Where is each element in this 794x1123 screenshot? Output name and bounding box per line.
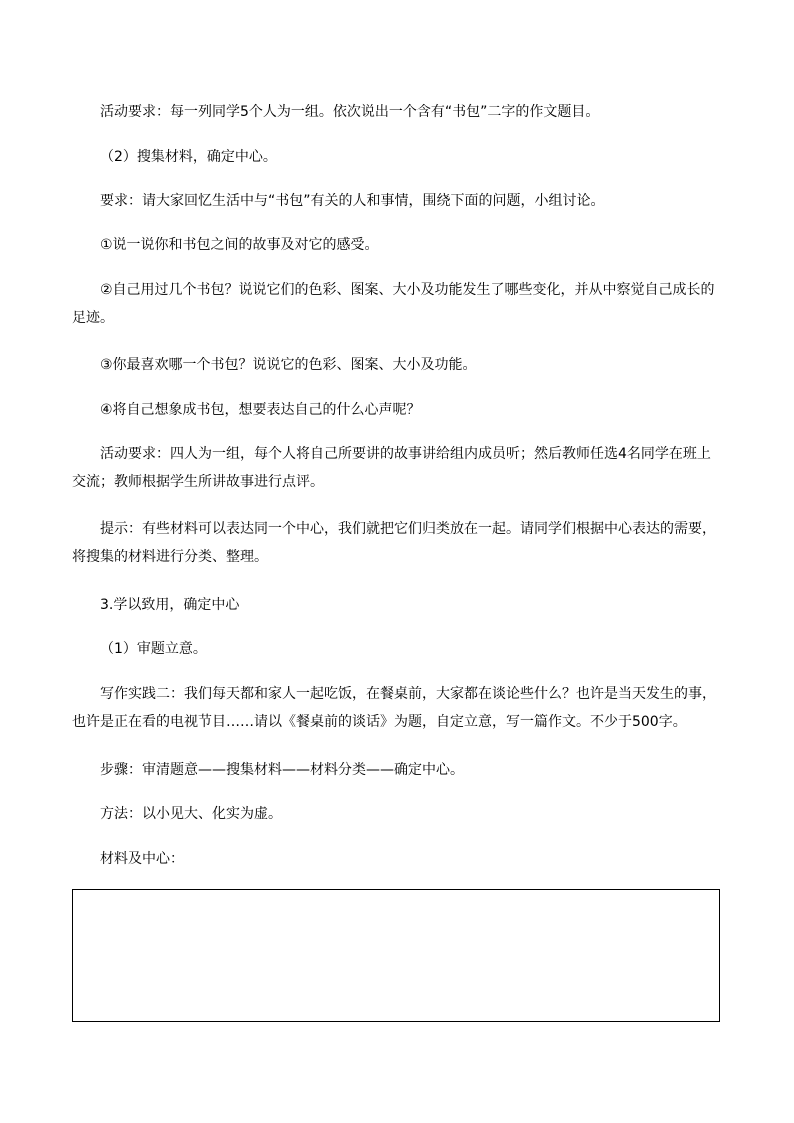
question-2: ②自己用过几个书包？说说它们的色彩、图案、大小及功能发生了哪些变化，并从中察觉自己成长的足迹。 <box>72 282 715 326</box>
question-4: ④将自己想象成书包，想要表达自己的什么心声呢？ <box>100 402 421 418</box>
writing-practice-2: 写作实践二：我们每天都和家人一起吃饭，在餐桌前，大家都在谈论些什么？也许是当天发生的事，也许是正在看的电视节目……请以《餐桌前的谈话》为题，自定立意，写一篇作文。不少于500字。 <box>72 686 716 730</box>
question-1: ①说一说你和书包之间的故事及对它的感受。 <box>100 237 379 253</box>
step-collect-materials: （2）搜集材料，确定中心。 <box>100 149 277 165</box>
materials-and-center-label: 材料及中心： <box>100 851 184 867</box>
hint-paragraph: 提示：有些材料可以表达同一个中心，我们就把它们归类放在一起。请同学们根据中心表达的需要，将搜集的材料进行分类、整理。 <box>72 521 716 565</box>
section-heading-3: 3.学以致用，确定中心 <box>100 597 240 613</box>
answer-box[interactable] <box>72 889 720 1022</box>
activity-requirement-2: 活动要求：四人为一组，每个人将自己所要讲的故事讲给组内成员听；然后教师任选4名同学在班上交流；教师根据学生所讲故事进行点评。 <box>72 446 711 490</box>
steps-paragraph: 步骤：审清题意——搜集材料——材料分类——确定中心。 <box>100 762 464 778</box>
requirement-recall: 要求：请大家回忆生活中与“书包”有关的人和事情，围绕下面的问题，小组讨论。 <box>100 193 605 209</box>
question-3: ③你最喜欢哪一个书包？说说它的色彩、图案、大小及功能。 <box>100 357 477 373</box>
step-review-topic: （1）审题立意。 <box>100 641 207 657</box>
method-paragraph: 方法：以小见大、化实为虚。 <box>100 806 282 822</box>
activity-requirement-1: 活动要求：每一列同学5个人为一组。依次说出一个含有“书包”二字的作文题目。 <box>100 104 600 120</box>
